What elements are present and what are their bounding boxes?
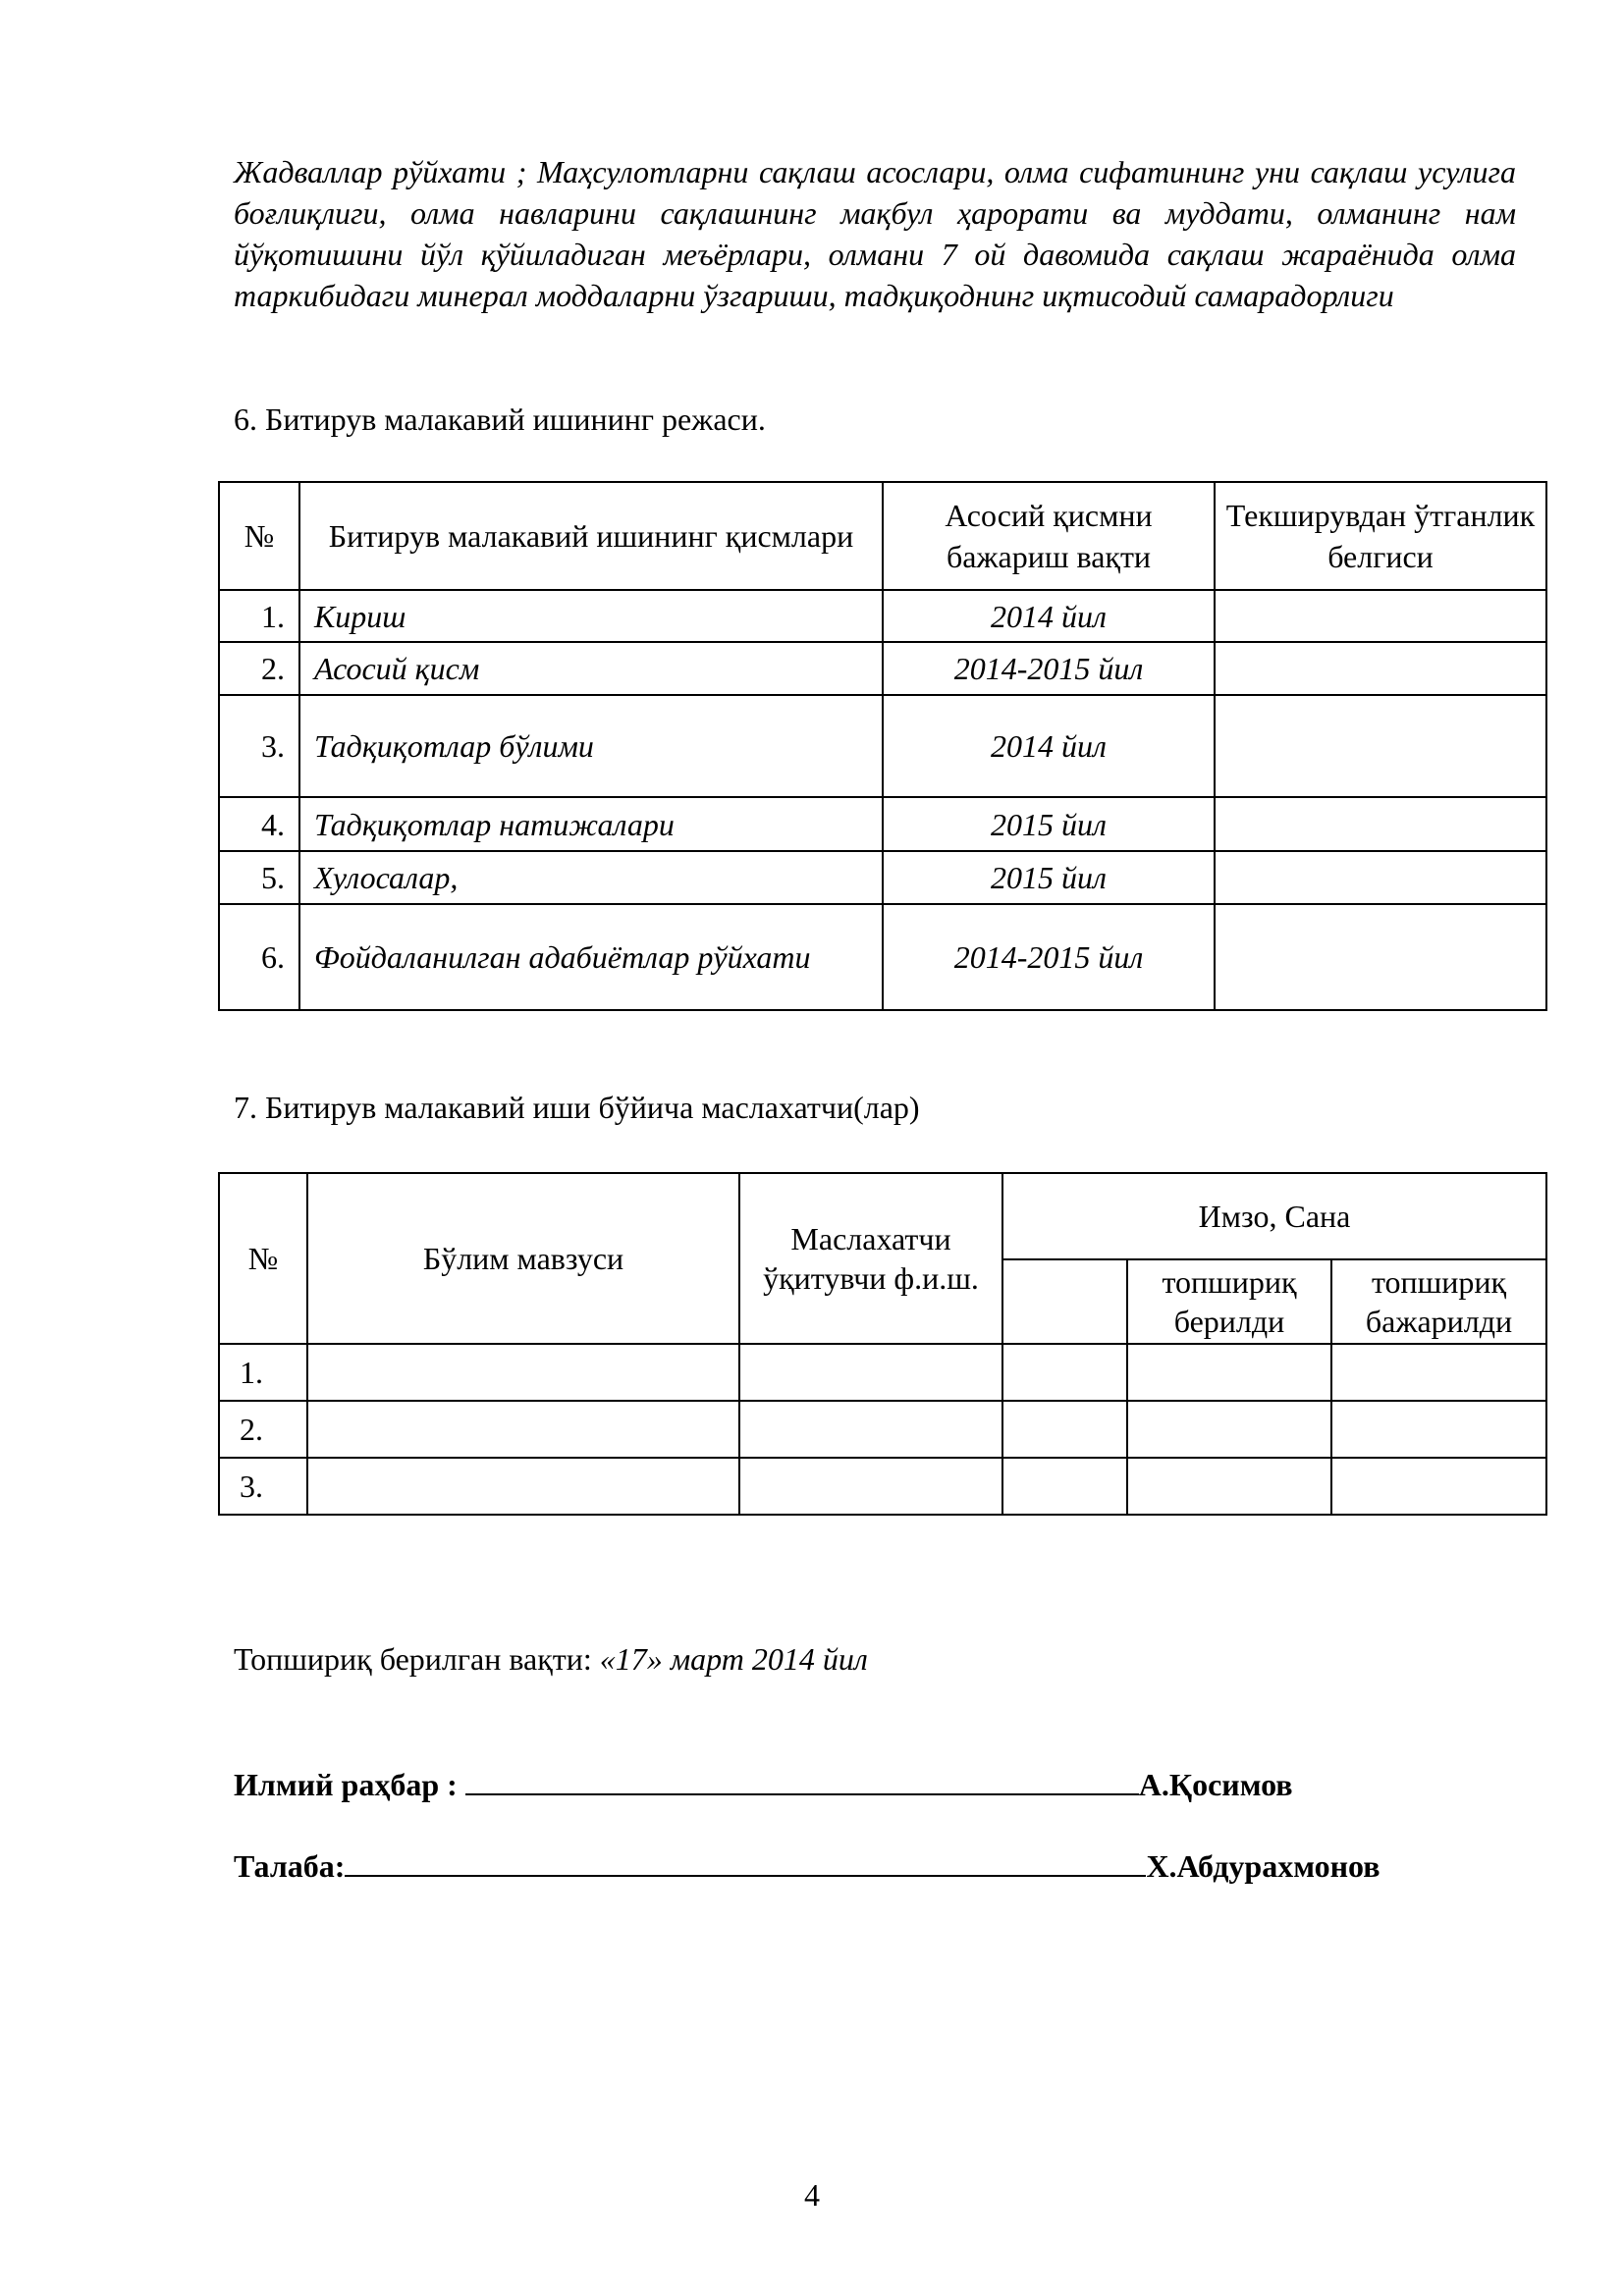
- table-row: [219, 797, 1546, 851]
- row-done-cell: [1331, 1458, 1546, 1515]
- row-check: [1215, 695, 1546, 797]
- row-part: Асосий қисм: [299, 642, 883, 695]
- cons-header-given: топшириқ берилди: [1127, 1259, 1331, 1344]
- student-label: Талаба:: [234, 1848, 346, 1884]
- cons-header-done: топшириқ бажарилди: [1331, 1259, 1546, 1344]
- row-consultant-cell: [739, 1344, 1002, 1401]
- student-name: Х.Абдурахмонов: [1146, 1848, 1380, 1884]
- plan-header-time: Асосий қисмни бажариш вақти: [883, 482, 1215, 590]
- cons-header-sign-date: Имзо, Сана: [1002, 1173, 1546, 1259]
- supervisor-label: Илмий раҳбар :: [234, 1767, 465, 1802]
- table-row: [219, 1401, 1546, 1458]
- assignment-date-value: «17» март 2014 йил: [599, 1641, 868, 1677]
- row-part: Кириш: [299, 590, 883, 642]
- row-consultant-cell: [739, 1401, 1002, 1458]
- row-check: [1215, 904, 1546, 1010]
- table-row: [219, 590, 1546, 642]
- row-time: 2015 йил: [883, 851, 1215, 904]
- intro-paragraph: Жадваллар рўйхати ; Маҳсулотларни сақлаш асослари, олма сифатининг уни сақлаш усулига боғлиқлиги, олма навларини сақлашнинг мақбул ҳарорати ва муддати, олманинг нам йўқотишини йўл қўйиладиган меъёрлари, олмани 7 ой давомида сақлаш жараёнида олма таркибидаги минерал моддаларни ўзгариши, тадқиқоднинг иқтисодий самарадорлиги: [234, 154, 1516, 313]
- row-time: 2014-2015 йил: [883, 904, 1215, 1010]
- row-time: 2014 йил: [883, 590, 1215, 642]
- row-given-cell: [1127, 1344, 1331, 1401]
- row-check: [1215, 642, 1546, 695]
- row-number: 2.: [219, 1401, 307, 1458]
- consultants-header-row: [219, 1173, 1546, 1259]
- row-number: 1.: [219, 590, 299, 642]
- supervisor-signature-line: [234, 1764, 1293, 1804]
- row-number: 2.: [219, 642, 299, 695]
- row-topic-cell: [307, 1344, 739, 1401]
- plan-header-part: Битирув малакавий ишининг қисмлари: [299, 482, 883, 590]
- row-part: Тадқиқотлар бўлими: [299, 695, 883, 797]
- row-check: [1215, 851, 1546, 904]
- row-number: 5.: [219, 851, 299, 904]
- consultants-table: [218, 1172, 1547, 1516]
- row-blank-cell: [1002, 1401, 1127, 1458]
- row-time: 2014-2015 йил: [883, 642, 1215, 695]
- row-number: 1.: [219, 1344, 307, 1401]
- table-row: [219, 1458, 1546, 1515]
- page-number: 4: [804, 2177, 820, 2213]
- supervisor-signature-blank: [465, 1764, 1139, 1795]
- supervisor-name: А.Қосимов: [1138, 1767, 1293, 1802]
- plan-header-num: №: [219, 482, 299, 590]
- row-number: 6.: [219, 904, 299, 1010]
- row-number: 3.: [219, 1458, 307, 1515]
- table-row: [219, 851, 1546, 904]
- row-number: 4.: [219, 797, 299, 851]
- table-row: [219, 695, 1546, 797]
- section-6-title: 6. Битирув малакавий ишининг режаси.: [234, 401, 766, 437]
- section-7-title: 7. Битирув малакавий иши бўйича маслахатчи(лар): [234, 1090, 920, 1125]
- row-done-cell: [1331, 1344, 1546, 1401]
- row-topic-cell: [307, 1401, 739, 1458]
- cons-header-consultant: Маслахатчи ўқитувчи ф.и.ш.: [739, 1173, 1002, 1344]
- row-part: Фойдаланилган адабиётлар рўйхати: [299, 904, 883, 1010]
- row-given-cell: [1127, 1458, 1331, 1515]
- table-row: [219, 1344, 1546, 1401]
- plan-table: [218, 481, 1547, 1011]
- row-check: [1215, 797, 1546, 851]
- row-number: 3.: [219, 695, 299, 797]
- row-consultant-cell: [739, 1458, 1002, 1515]
- student-signature-blank: [345, 1845, 1146, 1877]
- row-part: Хулосалар,: [299, 851, 883, 904]
- student-signature-line: [234, 1845, 1380, 1886]
- row-done-cell: [1331, 1401, 1546, 1458]
- row-topic-cell: [307, 1458, 739, 1515]
- plan-header-row: [219, 482, 1546, 590]
- row-given-cell: [1127, 1401, 1331, 1458]
- row-time: 2015 йил: [883, 797, 1215, 851]
- row-blank-cell: [1002, 1458, 1127, 1515]
- table-row: [219, 904, 1546, 1010]
- plan-header-check: Текширувдан ўтганлик белгиси: [1215, 482, 1546, 590]
- table-row: [219, 642, 1546, 695]
- cons-header-topic: Бўлим мавзуси: [307, 1173, 739, 1344]
- cons-header-num: №: [219, 1173, 307, 1344]
- row-blank-cell: [1002, 1344, 1127, 1401]
- row-check: [1215, 590, 1546, 642]
- assignment-date-label: Топшириқ берилган вақти:: [234, 1641, 600, 1677]
- row-part: Тадқиқотлар натижалари: [299, 797, 883, 851]
- cons-subheader-blank: [1002, 1259, 1127, 1344]
- assignment-date-line: [234, 1639, 868, 1679]
- row-time: 2014 йил: [883, 695, 1215, 797]
